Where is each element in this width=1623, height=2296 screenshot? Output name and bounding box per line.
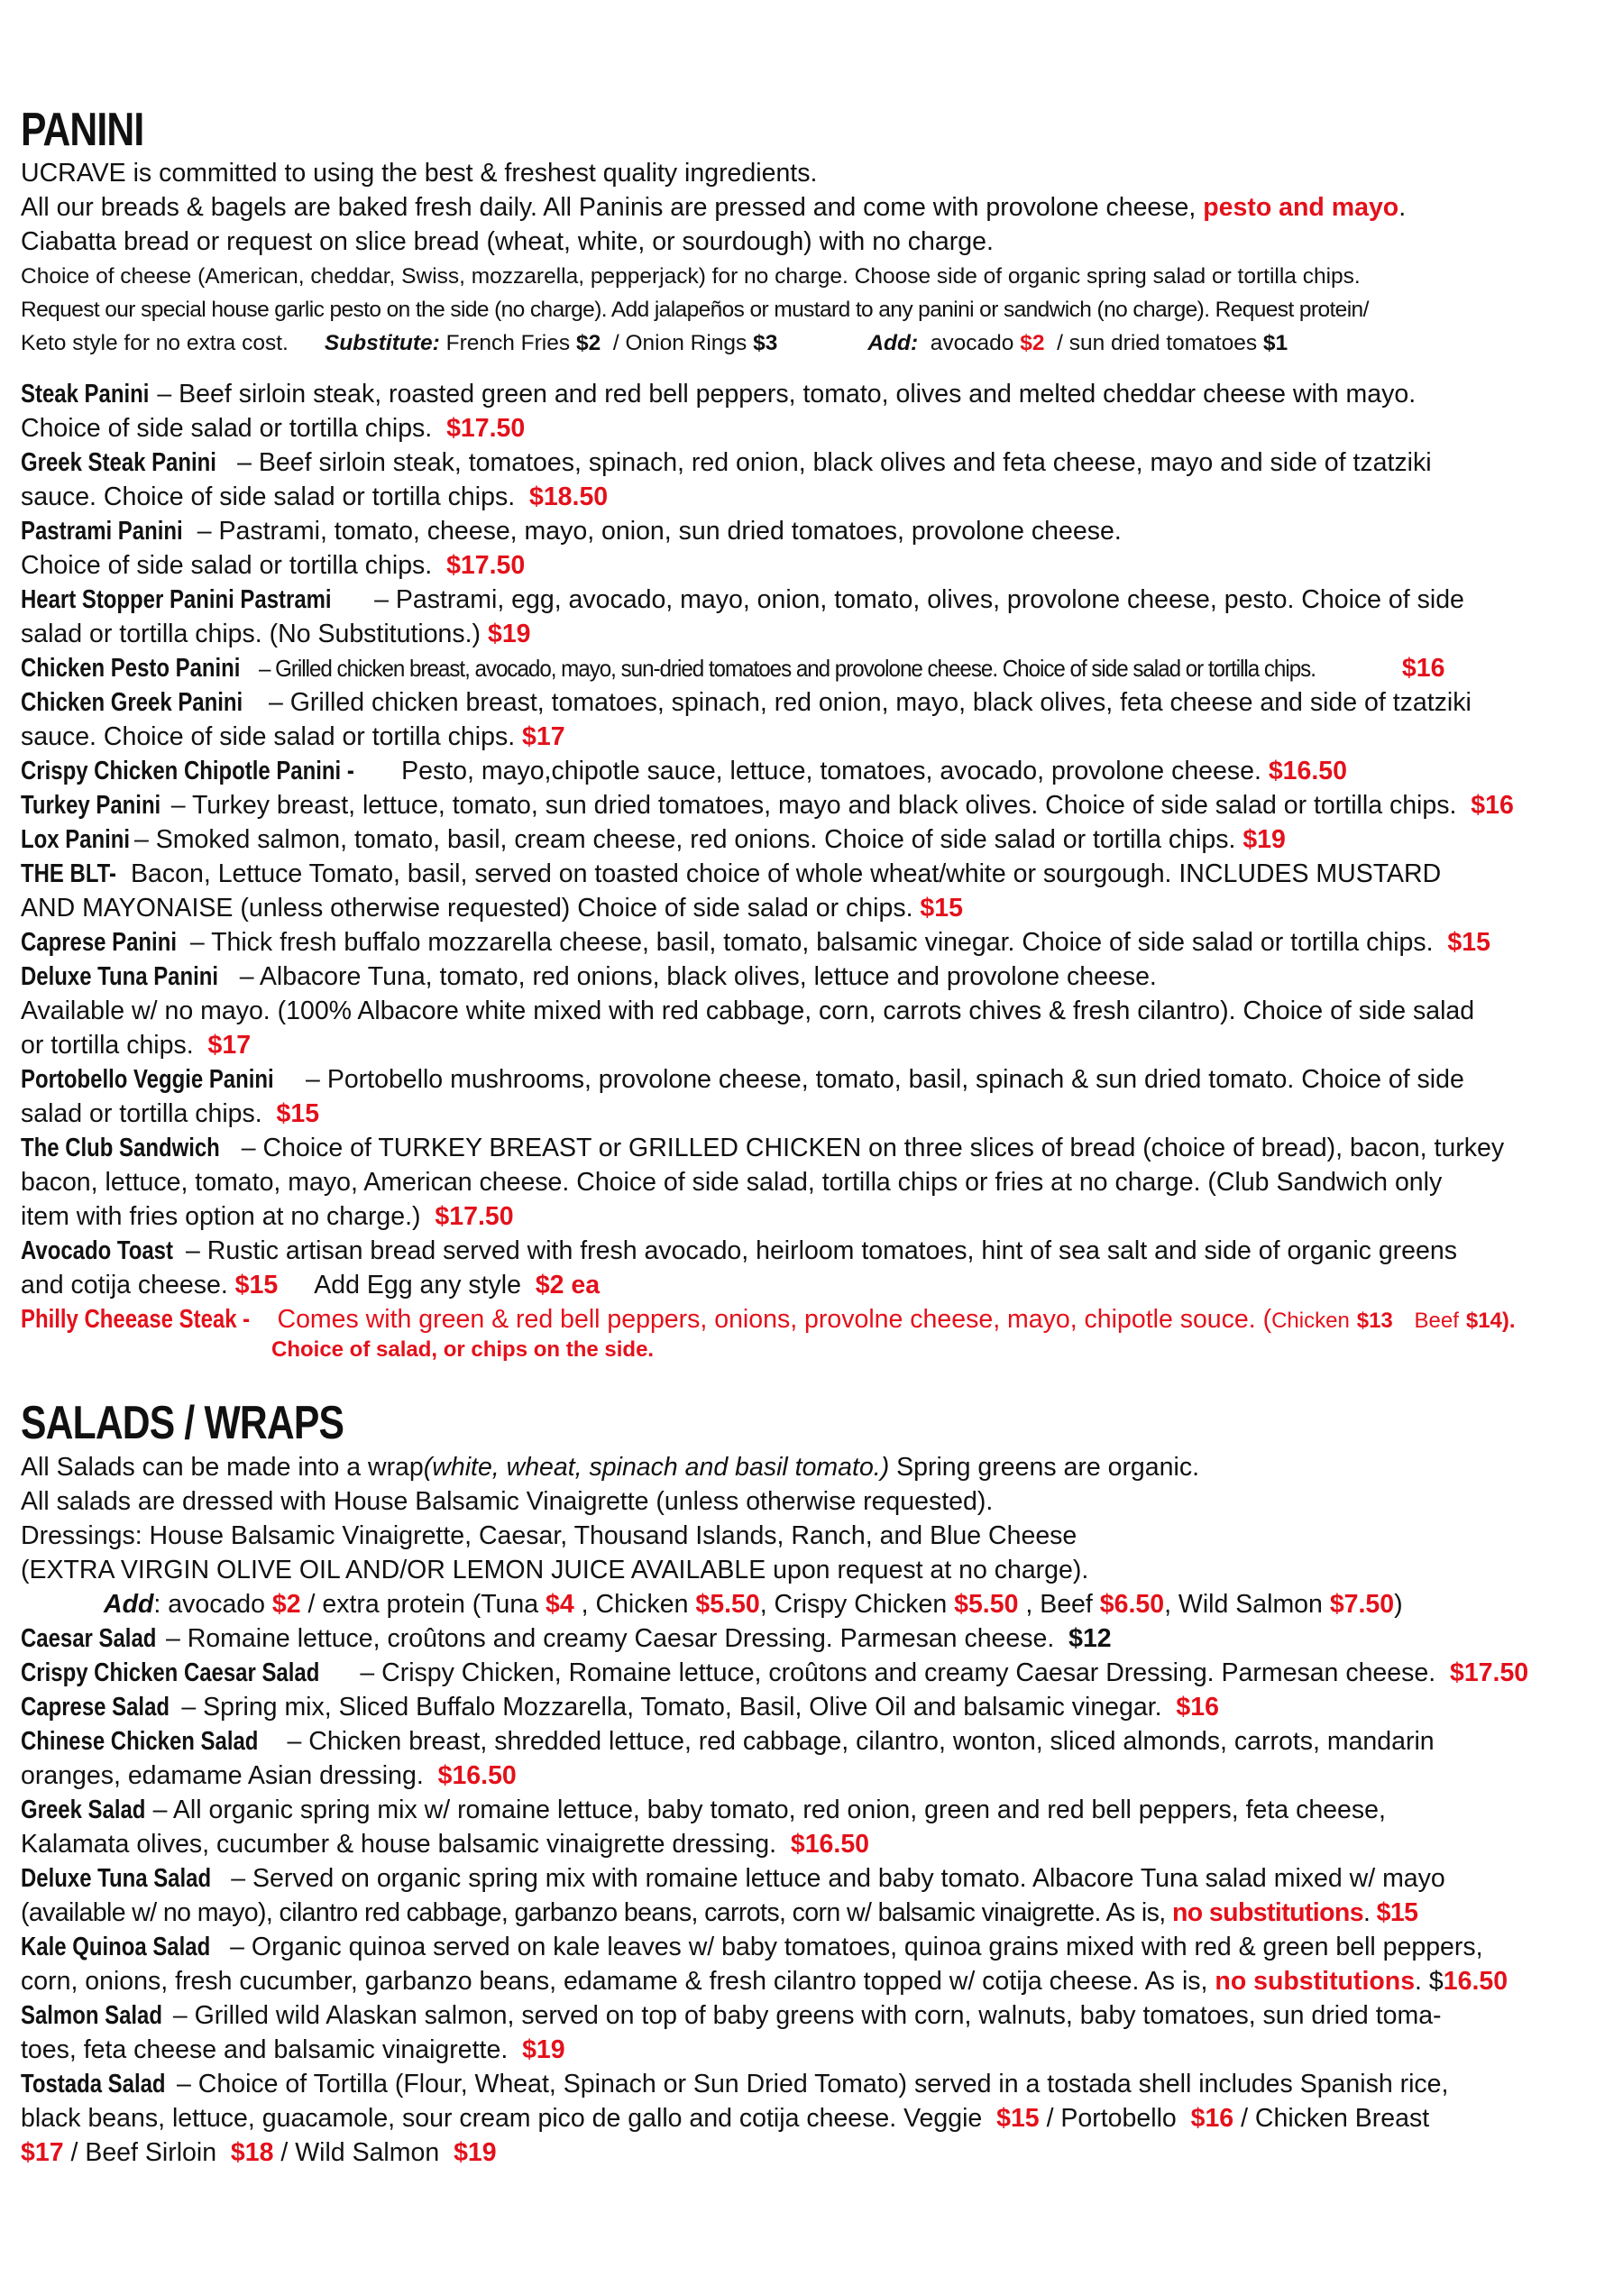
salads-heading: SALADS / WRAPS: [21, 1397, 344, 1449]
menu-item: Tostada Salad – Choice of Tortilla (Flour, Wheat, Spinach or Sun Dried Tomato) served in a tostada shell includes Spanish rice,: [21, 2070, 1449, 2099]
menu-item-cont: Available w/ no mayo. (100% Albacore white mixed with red cabbage, corn, carrots chives & fresh cilantro). Choice of side salad: [21, 996, 1475, 1025]
menu-item: Pastrami Panini – Pastrami, tomato, cheese, mayo, onion, sun dried tomatoes, provolone cheese.: [21, 517, 1122, 546]
menu-item-cont: (available w/ no mayo), cilantro red cabbage, garbanzo beans, carrots, corn w/ balsamic vinaigrette. As is, no substitutions. $15: [21, 1898, 1418, 1927]
price: $16: [1471, 791, 1514, 820]
price: $17: [522, 722, 565, 751]
price: 16.50: [1443, 1967, 1508, 1996]
menu-item-cont: toes, feta cheese and balsamic vinaigrette. $19: [21, 2035, 565, 2064]
menu-item: Steak Panini – Beef sirloin steak, roasted green and red bell peppers, tomato, olives and melted cheddar cheese with mayo.: [21, 380, 1417, 409]
menu-item-cont: oranges, edamame Asian dressing. $16.50: [21, 1761, 517, 1790]
menu-item: Portobello Veggie Panini – Portobello mushrooms, provolone cheese, tomato, basil, spinach & sun dried tomato. Choice of side: [21, 1065, 1464, 1094]
menu-item: Crispy Chicken Caesar Salad – Crispy Chicken, Romaine lettuce, croûtons and creamy Caesar Dressing. Parmesan cheese. $17.50: [21, 1658, 1529, 1687]
price: $16.50: [790, 1830, 870, 1859]
price: $12: [1068, 1624, 1112, 1653]
panini-intro-line: Request our special house garlic pesto on the side (no charge). Add jalapeños or mustard to any panini or sandwich (no charge). Request protein/: [21, 298, 1369, 322]
price: $16: [1176, 1693, 1219, 1722]
menu-item-cont: item with fries option at no charge.) $17.50: [21, 1202, 514, 1231]
menu-item-cont: sauce. Choice of side salad or tortilla chips. $18.50: [21, 482, 609, 511]
price: $17: [207, 1031, 252, 1060]
menu-item: Deluxe Tuna Salad – Served on organic spring mix with romaine lettuce and baby tomato. Albacore Tuna salad mixed w/ mayo: [21, 1864, 1445, 1893]
panini-intro-line: Ciabatta bread or request on slice bread (wheat, white, or sourdough) with no charge.: [21, 227, 994, 256]
price: $17.50: [435, 1202, 514, 1231]
panini-intro-line: Choice of cheese (American, cheddar, Swiss, mozzarella, pepperjack) for no charge. Choose side of organic spring salad or tortilla chips.: [21, 264, 1361, 289]
menu-item-cont: Choice of side salad or tortilla chips. $17.50: [21, 414, 526, 443]
menu-item-cont: and cotija cheese. $15 Add Egg any style $2 ea: [21, 1271, 601, 1300]
menu-item: Salmon Salad – Grilled wild Alaskan salmon, served on top of baby greens with corn, walnuts, baby tomatoes, sun dried toma-: [21, 2001, 1442, 2030]
price: $19: [522, 2035, 565, 2064]
menu-item: The Club Sandwich – Choice of TURKEY BREAST or GRILLED CHICKEN on three slices of bread (choice of bread), bacon, turkey: [21, 1134, 1505, 1162]
salads-intro-line: All Salads can be made into a wrap(white, wheat, spinach and basil tomato.) Spring greens are organic.: [21, 1453, 1199, 1482]
menu-item: THE BLT- Bacon, Lettuce Tomato, basil, served on toasted choice of whole wheat/white or sourgough. INCLUDES MUSTARD: [21, 859, 1442, 888]
panini-intro-line: UCRAVE is committed to using the best & freshest quality ingredients.: [21, 159, 818, 188]
price: $17.50: [1449, 1658, 1529, 1687]
panini-intro-line: All our breads & bagels are baked fresh daily. All Paninis are pressed and come with provolone cheese, pesto and mayo.: [21, 193, 1407, 222]
menu-item-cont: salad or tortilla chips. (No Substitutions.) $19: [21, 620, 531, 648]
menu-item: Greek Steak Panini – Beef sirloin steak, tomatoes, spinach, red onion, black olives and feta cheese, mayo and side of tzatziki: [21, 448, 1432, 477]
menu-item-cont: salad or tortilla chips. $15: [21, 1099, 320, 1128]
panini-heading: PANINI: [21, 104, 144, 156]
menu-item: Deluxe Tuna Panini – Albacore Tuna, tomato, red onions, black olives, lettuce and provolone cheese.: [21, 962, 1157, 991]
menu-item-cont: Choice of side salad or tortilla chips. $17.50: [21, 551, 526, 580]
menu-item: Philly Cheease Steak - Comes with green & red bell peppers, onions, provolne cheese, mayo, chipotle souce. (Chicken $13 Beef $14).: [21, 1305, 1516, 1334]
menu-item-cont: or tortilla chips. $17: [21, 1031, 252, 1060]
price: $2 ea: [535, 1271, 601, 1300]
menu-item: Caprese Salad – Spring mix, Sliced Buffalo Mozzarella, Tomato, Basil, Olive Oil and balsamic vinegar. $16: [21, 1693, 1219, 1722]
menu-item-cont: corn, onions, fresh cucumber, garbanzo beans, edamame & fresh cilantro topped w/ cotija cheese. As is, no substitutions. $16.50: [21, 1967, 1508, 1996]
menu-item-cont: $17 / Beef Sirloin $18 / Wild Salmon $19: [21, 2138, 497, 2167]
price: $15: [1447, 928, 1490, 957]
panini-intro-line: Keto style for no extra cost. Substitute: French Fries $2 / Onion Rings $3 Add: avocado $2 / sun dried tomatoes $1: [21, 331, 1288, 355]
menu-item: Chinese Chicken Salad – Chicken breast, shredded lettuce, red cabbage, cilantro, wonton, sliced almonds, carrots, mandarin: [21, 1727, 1435, 1756]
menu-item: Chicken Pesto Panini– Grilled chicken breast, avocado, mayo, sun-dried tomatoes and provolone cheese. Choice of side salad or tortilla chips. $16: [21, 654, 1445, 683]
price: $17.50: [446, 551, 526, 580]
price: $15: [1376, 1898, 1418, 1927]
menu-item: Chicken Greek Panini – Grilled chicken breast, tomatoes, spinach, red onion, mayo, black olives, feta cheese and side of tzatziki: [21, 688, 1472, 717]
price: $15: [276, 1099, 320, 1128]
menu-item: Greek Salad – All organic spring mix w/ romaine lettuce, baby tomato, red onion, green and red bell peppers, feta cheese,: [21, 1795, 1386, 1824]
price: $16.50: [1268, 757, 1347, 785]
menu-item: Avocado Toast – Rustic artisan bread served with fresh avocado, heirloom tomatoes, hint of sea salt and side of organic greens: [21, 1236, 1457, 1265]
menu-item-cont: Choice of salad, or chips on the side.: [271, 1337, 655, 1362]
menu-item: Lox Panini – Smoked salmon, tomato, basil, cream cheese, red onions. Choice of side salad or tortilla chips. $19: [21, 825, 1286, 854]
menu-item: Turkey Panini – Turkey breast, lettuce, tomato, sun dried tomatoes, mayo and black olives. Choice of side salad or tortilla chips. $16: [21, 791, 1514, 820]
salads-intro-line: All salads are dressed with House Balsamic Vinaigrette (unless otherwise requested).: [21, 1487, 994, 1516]
menu-item: Kale Quinoa Salad – Organic quinoa served on kale leaves w/ baby tomatoes, quinoa grains mixed with red & green bell peppers,: [21, 1933, 1483, 1961]
menu-item: Caesar Salad – Romaine lettuce, croûtons and creamy Caesar Dressing. Parmesan cheese. $12: [21, 1624, 1112, 1653]
price: $16.50: [437, 1761, 517, 1790]
menu-item-cont: bacon, lettuce, tomato, mayo, American cheese. Choice of side salad, tortilla chips or fries at no charge. (Club Sandwich only: [21, 1168, 1443, 1197]
menu-item: Caprese Panini – Thick fresh buffalo mozzarella cheese, basil, tomato, balsamic vinegar. Choice of side salad or tortilla chips. $15: [21, 928, 1490, 957]
menu-item: Heart Stopper Panini Pastrami – Pastrami, egg, avocado, mayo, onion, tomato, olives, provolone cheese, pesto. Choice of side: [21, 585, 1464, 614]
menu-item-cont: AND MAYONAISE (unless otherwise requested) Choice of side salad or chips. $15: [21, 894, 963, 923]
menu-item-cont: sauce. Choice of side salad or tortilla chips. $17: [21, 722, 565, 751]
price: $19: [1242, 825, 1286, 854]
price: $17.50: [446, 414, 526, 443]
price: $15: [234, 1271, 279, 1300]
salads-intro-line: (EXTRA VIRGIN OLIVE OIL AND/OR LEMON JUICE AVAILABLE upon request at no charge).: [21, 1556, 1089, 1584]
salads-add-line: Add: avocado $2 / extra protein (Tuna $4 , Chicken $5.50, Crispy Chicken $5.50 , Beef $6.50, Wild Salmon $7.50): [104, 1590, 1403, 1619]
menu-item-cont: Kalamata olives, cucumber & house balsamic vinaigrette dressing. $16.50: [21, 1830, 870, 1859]
price: $16: [1401, 654, 1445, 683]
menu-item: Crispy Chicken Chipotle Panini - Pesto, mayo,chipotle sauce, lettuce, tomatoes, avocado, provolone cheese. $16.50: [21, 757, 1347, 785]
price: $18.50: [528, 482, 609, 511]
menu-item-cont: black beans, lettuce, guacamole, sour cream pico de gallo and cotija cheese. Veggie $15 / Portobello $16 / Chicken Breast: [21, 2104, 1430, 2133]
price: $15: [920, 894, 963, 923]
salads-intro-line: Dressings: House Balsamic Vinaigrette, Caesar, Thousand Islands, Ranch, and Blue Cheese: [21, 1521, 1077, 1550]
price: $19: [487, 620, 531, 648]
